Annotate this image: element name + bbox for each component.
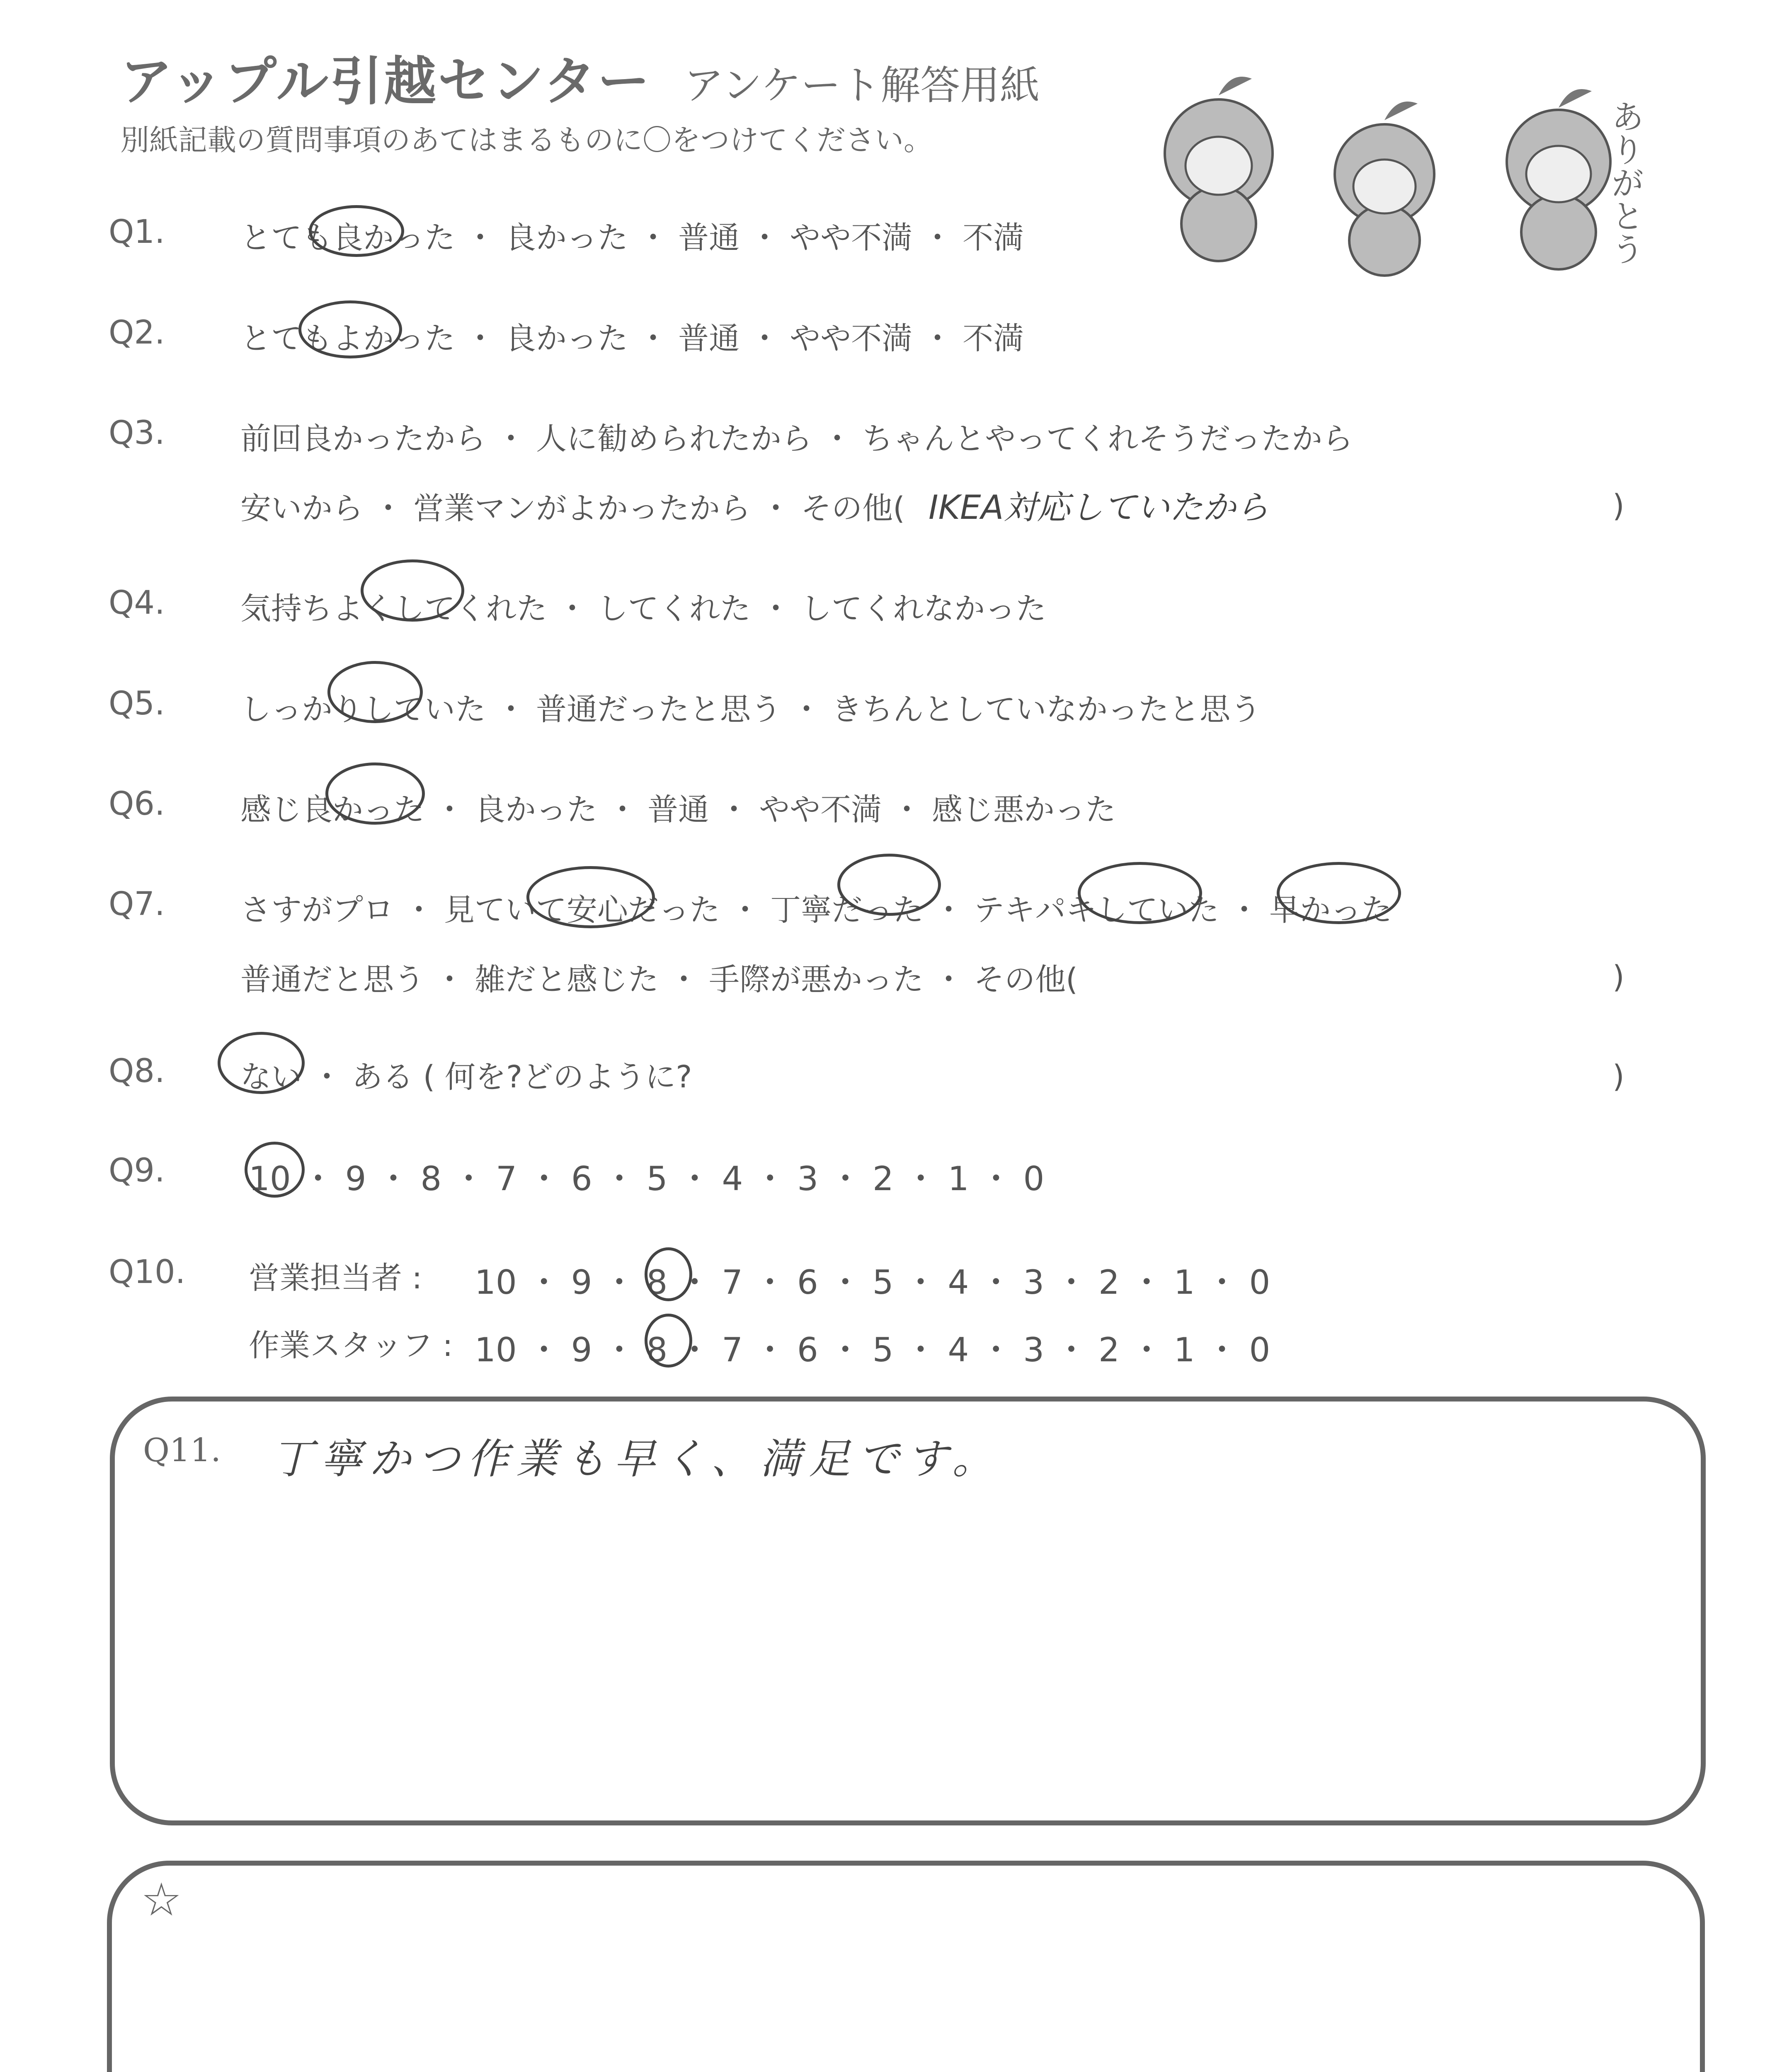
q3-other-answer: IKEA対応していたから	[929, 488, 1269, 527]
q8-options: ない ・ ある ( 何を?どのように?	[240, 1059, 692, 1095]
q8-answer-circle	[218, 1032, 305, 1094]
q2-options: とてもよかった ・ 良かった ・ 普通 ・ やや不満 ・ 不満	[240, 321, 1024, 356]
q7-options-line1: さすがプロ ・ 見ていて安心だった ・ 丁寧だった ・ テキパキしていた ・ 早かった	[240, 892, 1392, 928]
q7-answer-circle-anshin	[526, 866, 655, 928]
q10-staff-answer-circle	[645, 1314, 692, 1368]
q9-scale: 10 ・ 9 ・ 8 ・ 7 ・ 6 ・ 5 ・ 4 ・ 3 ・ 2 ・ 1 ・ 0	[249, 1159, 1045, 1198]
q6-label: Q6.	[109, 785, 165, 823]
q4-options: 気持ちよくしてくれた ・ してくれた ・ してくれなかった	[240, 591, 1047, 627]
q11-label: Q11.	[143, 1432, 221, 1469]
page-title: アップル引越センター	[120, 51, 652, 112]
q7-close-paren: )	[1612, 959, 1624, 995]
q4-answer-circle	[361, 559, 464, 622]
q4-label: Q4.	[109, 584, 165, 622]
page-subtitle: アンケート解答用紙	[684, 62, 1040, 109]
q7-answer-circle-hayakatta	[1277, 862, 1401, 924]
q2-answer-circle	[298, 300, 402, 358]
q10-label: Q10.	[109, 1254, 186, 1291]
q10-sales-answer-circle	[645, 1247, 692, 1301]
q8-close-paren: )	[1612, 1059, 1624, 1094]
q7-answer-circle-teinei	[837, 854, 941, 916]
q7-label: Q7.	[109, 886, 165, 923]
monkey-mascot-illustration	[1144, 50, 1691, 282]
q9-label: Q9.	[109, 1152, 165, 1189]
q10-sales-label: 営業担当者 :	[249, 1260, 422, 1296]
q7-answer-circle-tekipaki	[1078, 862, 1202, 924]
q3-close-paren: )	[1612, 488, 1624, 524]
star-icon: ☆	[141, 1873, 182, 1926]
q6-answer-circle	[325, 762, 425, 825]
q2-label: Q2.	[109, 314, 165, 351]
q7-options-line2: 普通だと思う ・ 雑だと感じた ・ 手際が悪かった ・ その他(	[240, 962, 1078, 997]
q11-answer-text: 丁寧かつ作業も早く、満足です。	[272, 1435, 1001, 1483]
q1-label: Q1.	[109, 213, 165, 251]
q10-staff-scale: 10 ・ 9 ・ 8 ・ 7 ・ 6 ・ 5 ・ 4 ・ 3 ・ 2 ・ 1 ・ 0	[475, 1331, 1270, 1369]
q3-options-line1: 前回良かったから ・ 人に勧められたから ・ ちゃんとやってくれそうだったから	[240, 421, 1353, 457]
q3-options-line2: 安いから ・ 営業マンがよかったから ・ その他(	[240, 491, 905, 526]
q8-label: Q8.	[109, 1053, 165, 1090]
q1-answer-circle	[309, 205, 404, 257]
q9-answer-circle	[245, 1142, 305, 1198]
q6-options: 感じ良かった ・ 良かった ・ 普通 ・ やや不満 ・ 感じ悪かった	[240, 792, 1116, 828]
q10-staff-label: 作業スタッフ :	[249, 1328, 453, 1363]
mascot-caption: ありがとう	[1605, 99, 1644, 265]
q5-answer-circle	[327, 661, 423, 723]
instruction-text: 別紙記載の質問事項のあてはまるものに〇をつけてください。	[120, 123, 933, 157]
q3-label: Q3.	[109, 414, 165, 452]
q1-options: とても良かった ・ 良かった ・ 普通 ・ やや不満 ・ 不満	[240, 220, 1024, 256]
star-comment-box	[107, 1861, 1705, 2072]
q5-options: しっかりしていた ・ 普通だったと思う ・ きちんとしていなかったと思う	[240, 692, 1261, 727]
q10-sales-scale: 10 ・ 9 ・ 8 ・ 7 ・ 6 ・ 5 ・ 4 ・ 3 ・ 2 ・ 1 ・ 0	[475, 1263, 1270, 1302]
q5-label: Q5.	[109, 685, 165, 722]
